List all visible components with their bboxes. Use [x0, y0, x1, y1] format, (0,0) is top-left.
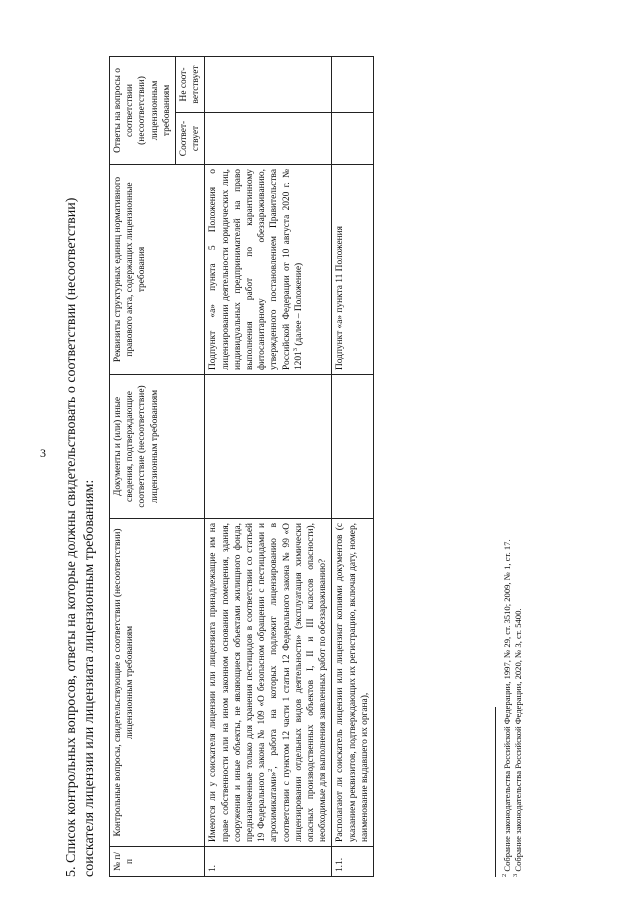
- documents-cell: [205, 375, 332, 519]
- header-questions: Контрольные вопросы, свидетельствующие о соответствии (несоответствии) лицензионным требованиям: [110, 519, 205, 847]
- footnote-ref: 3: [291, 348, 299, 352]
- requisites-text: Подпункт «а» пункта 5 Положения о лицензировании деятельности юридических лиц, индивидуальных предпринимателей на право выполнения работ по карантинному фитосанитарному обеззараживанию, утвержденного постановлением Правительства Российской Федерации от 10 августа 2020 г. № 1201: [208, 169, 304, 370]
- footnotes: [495, 57, 523, 877]
- question-cell: [205, 519, 332, 847]
- row-number: 1.1.: [332, 847, 374, 877]
- checklist-table: [109, 56, 374, 877]
- footnote-ref: 2: [267, 768, 275, 772]
- documents-cell: [332, 375, 374, 519]
- rotated-page-content: [63, 37, 573, 877]
- requisites-cell: Подпункт «а» пункта 11 Положения: [332, 165, 374, 375]
- footnote-text: Собрание законодательства Российской Федерации, 2020, № 3, ст. 5400.: [512, 608, 523, 872]
- footnote: [502, 57, 513, 877]
- header-answers: Ответы на вопросы о соответствии (несоответствии) лицензионным требованиям: [110, 56, 176, 164]
- table-row: [332, 56, 374, 876]
- header-number: № п/п: [110, 847, 205, 877]
- requisites-cell: [205, 165, 332, 375]
- question-cell: Располагают ли соискатель лицензии или лицензиат копиями документов (с указанием реквизитов, подтверждающих их регистрацию, включая дату, номер, наименование выдавшего их органа),: [332, 519, 374, 847]
- page-number: 3: [40, 446, 46, 460]
- not-complies-cell: [332, 56, 374, 112]
- complies-cell: [332, 113, 374, 165]
- table-row: [205, 56, 332, 876]
- header-requisites: Реквизиты структурных единиц нормативного правового акта, содержащих лицензионные требования: [110, 165, 205, 375]
- header-not-complies: Не соот-ветствует: [176, 56, 205, 112]
- footnote: [513, 57, 524, 877]
- row-number: 1.: [205, 847, 332, 877]
- question-text: Имеются ли у соискателя лицензии или лицензиата принадлежащие им на праве собственности или на ином законном основании помещения, здания, сооружения и иные объекты, не являющиеся объектами жилищного фонда, предназначенные только для хранения пестицидов в соответствии со статьей 19 Федерального закона № 109 «О безопасном обращении с пестицидами и агрохимикатами»: [208, 523, 280, 842]
- footnote-separator: [495, 707, 496, 877]
- section-heading-line1: 5. Список контрольных вопросов, ответы на которые должны свидетельствовать о соответствии (несоответствии): [64, 197, 79, 877]
- header-complies: Соответ-ствует: [176, 113, 205, 165]
- requisites-text-continued: (далее – Положение): [293, 262, 304, 348]
- footnote-mark: 2: [501, 873, 509, 877]
- not-complies-cell: [205, 56, 332, 112]
- footnote-text: Собрание законодательства Российской Федерации, 1997, № 29, ст. 3510; 2009, № 1, ст. 17.: [502, 539, 512, 872]
- footnote-mark: 3: [511, 873, 519, 877]
- header-documents: Документы и (или) иные сведения, подтверждающие соответствие (несоответствие) лицензионным требованиям: [110, 375, 205, 519]
- complies-cell: [205, 113, 332, 165]
- section-heading-line2: соискателя лицензии или лицензиата лицензионным требованиям:: [82, 479, 97, 877]
- question-text-continued: , работа на которых подлежит лицензированию в соответствии с пунктом 12 части 1 статьи 12 Федерального закона № 99 «О лицензировании отдельных видов деятельности» (эксплуатация химически опасных производственных объектов I, II и III классов опасности), необходимые для выполнения заявленных работ по обеззараживанию?: [269, 523, 329, 842]
